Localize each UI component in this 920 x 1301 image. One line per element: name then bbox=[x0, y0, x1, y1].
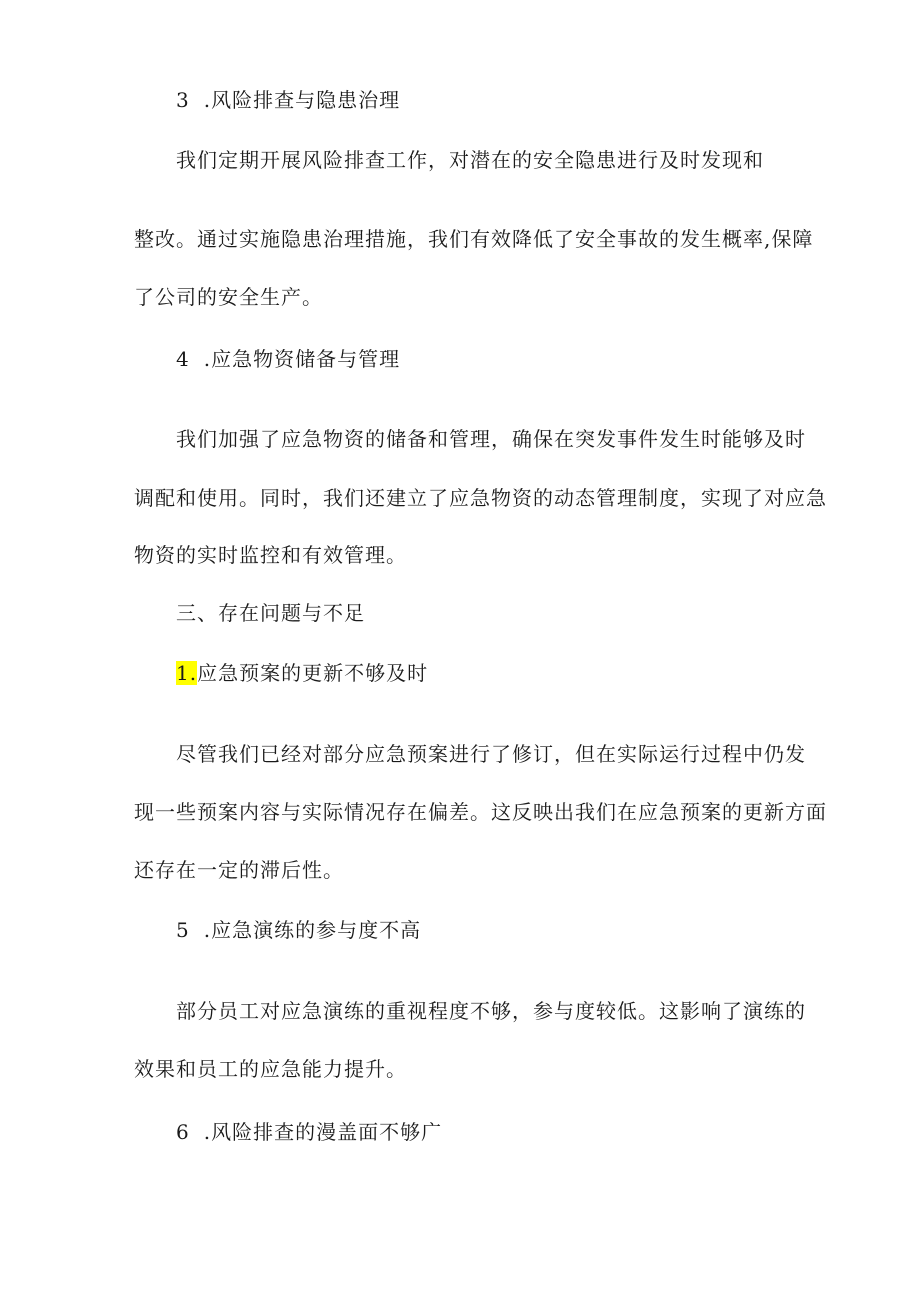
paragraph-line: 现一些预案内容与实际情况存在偏差。这反映出我们在应急预案的更新方面 bbox=[134, 800, 827, 824]
heading-1 bbox=[176, 659, 428, 687]
heading-number: 6 bbox=[176, 1120, 190, 1144]
heading-4 bbox=[176, 345, 400, 373]
highlighted-number: 1. bbox=[176, 661, 198, 685]
paragraph-line: 调配和使用。同时，我们还建立了应急物资的动态管理制度，实现了对应急 bbox=[134, 486, 827, 510]
paragraph-line: 了公司的安全生产。 bbox=[134, 285, 323, 309]
heading-5 bbox=[176, 916, 421, 944]
paragraph-line: 部分员工对应急演练的重视程度不够，参与度较低。这影响了演练的 bbox=[176, 999, 806, 1023]
heading-number: 4 bbox=[176, 347, 190, 371]
paragraph-line: 我们加强了应急物资的储备和管理，确保在突发事件发生时能够及时 bbox=[176, 427, 806, 451]
heading-text: .风险排查与隐患治理 bbox=[203, 88, 401, 112]
heading-number: 3 bbox=[176, 88, 190, 112]
paragraph-line: 物资的实时监控和有效管理。 bbox=[134, 543, 407, 567]
heading-6 bbox=[176, 1118, 442, 1146]
heading-number: 5 bbox=[176, 918, 190, 942]
paragraph-line: 整改。通过实施隐患治理措施，我们有效降低了安全事故的发生概率,保障 bbox=[134, 227, 814, 251]
heading-text: .应急物资储备与管理 bbox=[203, 347, 401, 371]
heading-text: .风险排查的漫盖面不够广 bbox=[203, 1120, 443, 1144]
section-title: 三、存在问题与不足 bbox=[176, 601, 365, 625]
heading-3 bbox=[176, 86, 400, 114]
paragraph-line: 我们定期开展风险排查工作，对潜在的安全隐患进行及时发现和 bbox=[176, 148, 764, 172]
paragraph-line: 还存在一定的滞后性。 bbox=[134, 858, 344, 882]
heading-text: .应急演练的参与度不高 bbox=[203, 918, 422, 942]
paragraph-line: 尽管我们已经对部分应急预案进行了修订，但在实际运行过程中仍发 bbox=[176, 742, 806, 766]
heading-text: 应急预案的更新不够及时 bbox=[197, 661, 429, 685]
paragraph-line: 效果和员工的应急能力提升。 bbox=[134, 1057, 407, 1081]
